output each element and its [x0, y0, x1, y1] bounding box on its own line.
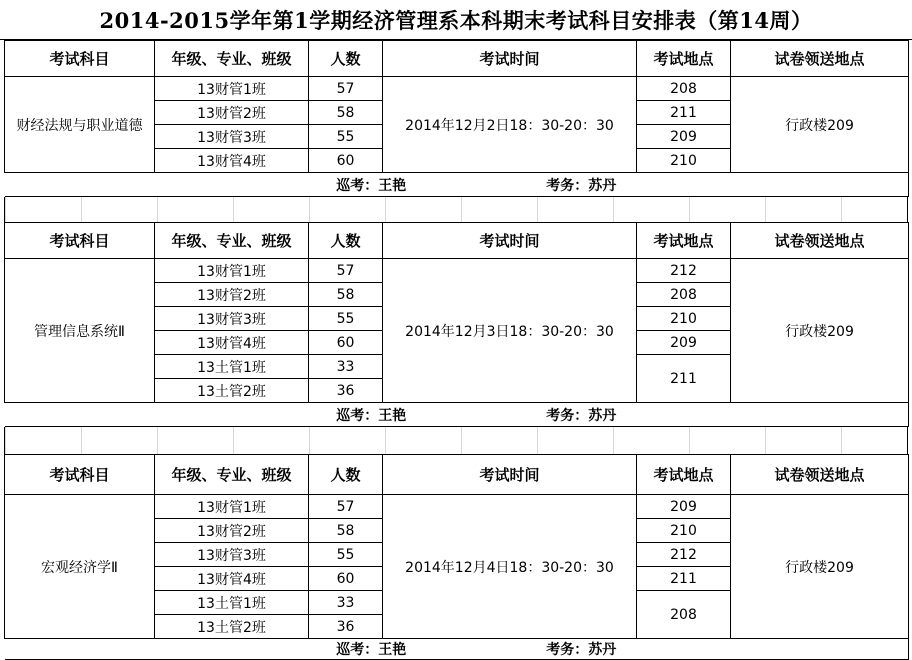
header-subject: 考试科目 [5, 41, 155, 77]
supervisor-row [5, 403, 909, 427]
count-cell: 33 [309, 591, 383, 615]
class-cell: 13财管2班 [155, 519, 309, 543]
count-cell: 60 [309, 149, 383, 173]
class-cell: 13财管2班 [155, 283, 309, 307]
class-cell: 13土管2班 [155, 379, 309, 403]
header-subject: 考试科目 [5, 223, 155, 259]
room-cell: 209 [637, 331, 731, 355]
header-class: 年级、专业、班级 [155, 223, 309, 259]
supervisor-row [5, 173, 909, 197]
count-cell: 57 [309, 495, 383, 519]
count-cell: 60 [309, 567, 383, 591]
delivery-cell: 行政楼209 [731, 259, 909, 403]
class-cell: 13财管3班 [155, 543, 309, 567]
header-delivery: 试卷领送地点 [731, 41, 909, 77]
class-cell: 13财管3班 [155, 125, 309, 149]
affairs-label: 考务：苏丹 [546, 177, 617, 194]
exam-table-2 [4, 222, 909, 427]
room-cell: 210 [637, 307, 731, 331]
page-title: 2014-2015学年第1学期经济管理系本科期末考试科目安排表（第14周） [0, 0, 912, 40]
spacer-row [4, 427, 908, 454]
class-cell: 13土管1班 [155, 355, 309, 379]
header-room: 考试地点 [637, 41, 731, 77]
time-cell: 2014年12月4日18：30-20：30 [383, 495, 637, 639]
affairs-label: 考务：苏丹 [546, 642, 617, 658]
header-count: 人数 [309, 41, 383, 77]
delivery-cell: 行政楼209 [731, 495, 909, 639]
count-cell: 55 [309, 125, 383, 149]
count-cell: 58 [309, 101, 383, 125]
header-room: 考试地点 [637, 223, 731, 259]
class-cell: 13财管1班 [155, 495, 309, 519]
room-cell: 208 [637, 283, 731, 307]
class-cell: 13土管1班 [155, 591, 309, 615]
class-cell: 13财管1班 [155, 259, 309, 283]
header-class: 年级、专业、班级 [155, 41, 309, 77]
header-subject: 考试科目 [5, 455, 155, 495]
spacer-row [4, 197, 908, 222]
count-cell: 57 [309, 259, 383, 283]
class-cell: 13财管4班 [155, 331, 309, 355]
class-cell: 13财管1班 [155, 77, 309, 101]
room-cell: 209 [637, 495, 731, 519]
subject-cell: 财经法规与职业道德 [5, 77, 155, 173]
class-cell: 13财管4班 [155, 149, 309, 173]
count-cell: 36 [309, 379, 383, 403]
count-cell: 36 [309, 615, 383, 639]
header-delivery: 试卷领送地点 [731, 455, 909, 495]
count-cell: 60 [309, 331, 383, 355]
time-cell: 2014年12月3日18：30-20：30 [383, 259, 637, 403]
exam-table-1 [4, 40, 909, 197]
subject-cell: 宏观经济学Ⅱ [5, 495, 155, 639]
count-cell: 33 [309, 355, 383, 379]
count-cell: 58 [309, 283, 383, 307]
supervisor-row [5, 639, 909, 660]
header-room: 考试地点 [637, 455, 731, 495]
room-cell-merged: 208 [637, 591, 731, 639]
invigilator-label: 巡考：王艳 [336, 407, 407, 424]
header-delivery: 试卷领送地点 [731, 223, 909, 259]
subject-cell: 管理信息系统Ⅱ [5, 259, 155, 403]
class-cell: 13财管3班 [155, 307, 309, 331]
invigilator-label: 巡考：王艳 [336, 177, 407, 194]
count-cell: 57 [309, 77, 383, 101]
room-cell: 212 [637, 543, 731, 567]
room-cell: 211 [637, 567, 731, 591]
exam-table-3 [4, 454, 909, 660]
time-cell: 2014年12月2日18：30-20：30 [383, 77, 637, 173]
count-cell: 58 [309, 519, 383, 543]
room-cell: 210 [637, 519, 731, 543]
affairs-label: 考务：苏丹 [546, 407, 617, 424]
room-cell: 208 [637, 77, 731, 101]
delivery-cell: 行政楼209 [731, 77, 909, 173]
room-cell-merged: 211 [637, 355, 731, 403]
class-cell: 13财管4班 [155, 567, 309, 591]
class-cell: 13土管2班 [155, 615, 309, 639]
header-time: 考试时间 [383, 223, 637, 259]
count-cell: 55 [309, 307, 383, 331]
room-cell: 210 [637, 149, 731, 173]
class-cell: 13财管2班 [155, 101, 309, 125]
room-cell: 212 [637, 259, 731, 283]
header-class: 年级、专业、班级 [155, 455, 309, 495]
header-count: 人数 [309, 223, 383, 259]
room-cell: 209 [637, 125, 731, 149]
room-cell: 211 [637, 101, 731, 125]
count-cell: 55 [309, 543, 383, 567]
header-time: 考试时间 [383, 41, 637, 77]
header-time: 考试时间 [383, 455, 637, 495]
header-count: 人数 [309, 455, 383, 495]
invigilator-label: 巡考：王艳 [336, 642, 407, 658]
